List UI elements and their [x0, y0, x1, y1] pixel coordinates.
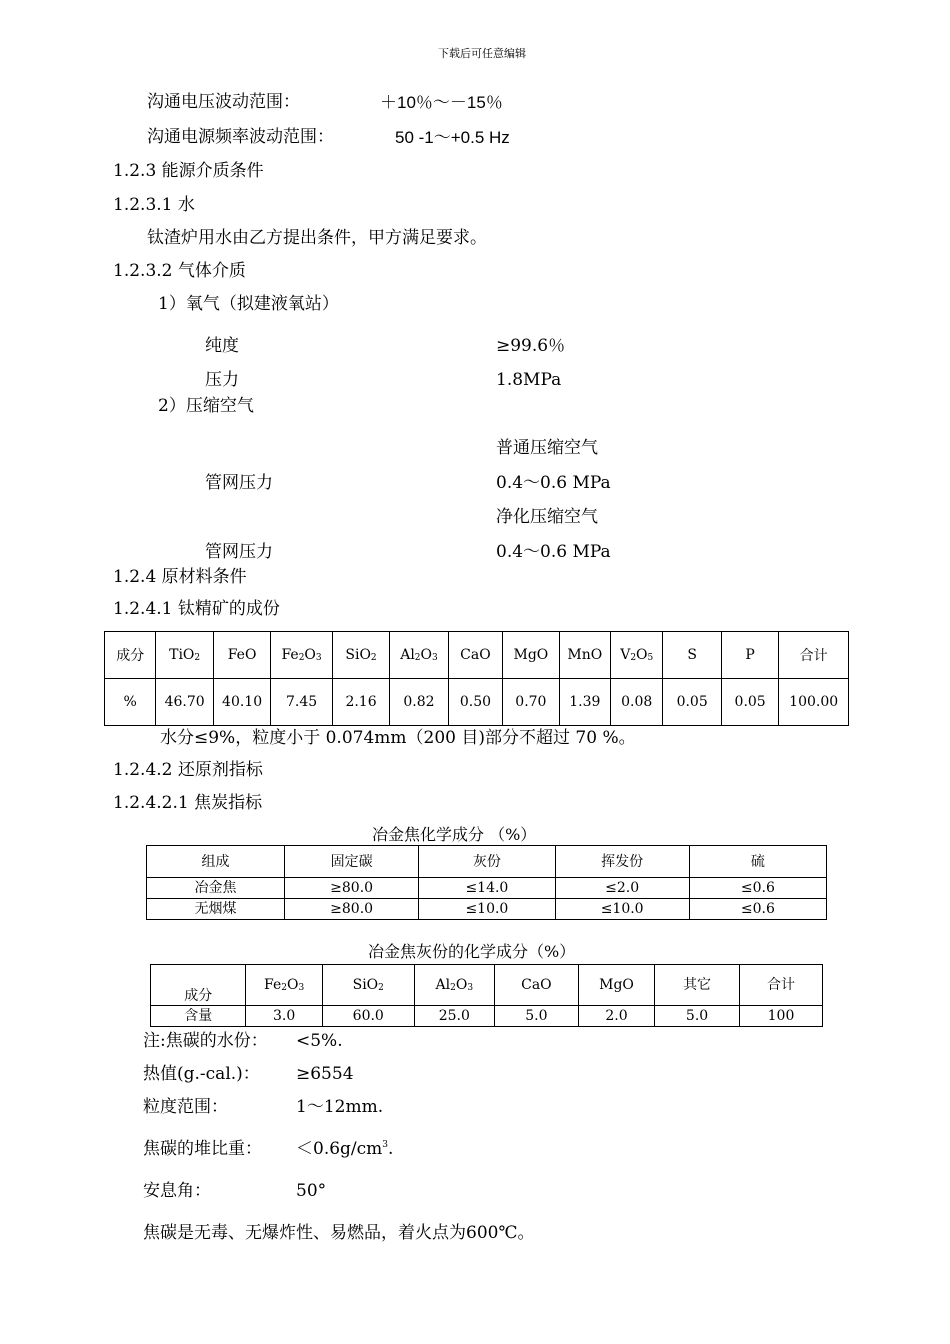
ash-header-cell: 成分	[151, 965, 246, 1006]
ore-value-cell: 0.50	[448, 679, 502, 726]
coke-header-cell: 挥发份	[555, 846, 689, 878]
ash-cell: 3.0	[246, 1006, 322, 1027]
ore-header-cell: 合计	[779, 632, 849, 679]
ash-header-cell: $Fe_2O_3$	[246, 965, 322, 1006]
ore-header-cell: $V_2O_5$	[611, 632, 663, 679]
ore-value-cell: 40.10	[213, 679, 270, 726]
coke-cell: ≤14.0	[419, 878, 555, 899]
note-moisture-label: 注:焦碳的水份：	[143, 1031, 268, 1051]
note-particle-value: 1～12mm.	[296, 1097, 384, 1117]
coke-table-caption: 冶金焦化学成分 （%）	[372, 825, 537, 844]
ore-header-cell: FeO	[213, 632, 270, 679]
section-1-2-4: 1.2.4 原材料条件	[113, 567, 247, 587]
coke-table-row	[147, 899, 827, 920]
note-repose-value: 50°	[296, 1181, 327, 1201]
ore-table-value-row	[105, 679, 849, 726]
ore-header-cell: CaO	[448, 632, 502, 679]
network-pressure-label-1: 管网压力	[205, 473, 273, 493]
pressure-label: 压力	[205, 370, 239, 390]
ash-cell: 60.0	[322, 1006, 414, 1027]
voltage-value: ＋10％～－15％	[380, 93, 503, 112]
coke-cell: ≥80.0	[285, 878, 419, 899]
frequency-label: 沟通电源频率波动范围：	[147, 127, 334, 147]
ash-header-cell: $Al_2O_3$	[414, 965, 494, 1006]
pressure-value: 1.8MPa	[496, 370, 562, 390]
ash-cell: 5.0	[655, 1006, 740, 1027]
ash-cell: 含量	[151, 1006, 246, 1027]
note-moisture-value: <5%.	[296, 1031, 343, 1051]
ash-cell: 5.0	[494, 1006, 578, 1027]
section-1-2-4-2-1: 1.2.4.2.1 焦炭指标	[113, 793, 263, 813]
ore-header-cell: 成分	[105, 632, 156, 679]
network-pressure-value-1: 0.4～0.6 MPa	[496, 473, 611, 493]
ash-table-caption: 冶金焦灰份的化学成分（%）	[368, 942, 576, 961]
ash-composition-table	[150, 964, 823, 1027]
ore-value-cell: 0.05	[663, 679, 721, 726]
ash-cell: 25.0	[414, 1006, 494, 1027]
purity-value: ≥99.6％	[496, 336, 566, 356]
ore-value-cell: 0.08	[611, 679, 663, 726]
note-density-value: $<0.6g/cm^3$.	[296, 1139, 394, 1159]
ore-header-cell: MnO	[559, 632, 610, 679]
section-1-2-3-1: 1.2.3.1 水	[113, 195, 195, 215]
ore-value-cell: 1.39	[559, 679, 610, 726]
ore-value-cell: 46.70	[156, 679, 213, 726]
coke-cell: ≤2.0	[555, 878, 689, 899]
coke-cell: ≤0.6	[689, 878, 826, 899]
ore-header-cell: P	[721, 632, 778, 679]
normal-air-label: 普通压缩空气	[496, 438, 598, 458]
ore-header-cell: TiO$_2$	[156, 632, 213, 679]
ore-header-cell: SiO$_2$	[332, 632, 389, 679]
ore-header-cell: $Al_2O_3$	[390, 632, 448, 679]
ore-header-cell: $Fe_2O_3$	[271, 632, 332, 679]
ash-cell: 2.0	[578, 1006, 654, 1027]
ore-value-cell: 0.70	[503, 679, 559, 726]
moisture-text: 水分≤9%，粒度小于 0.074mm（200 目)部分不超过 70 %。	[160, 728, 636, 748]
section-1-2-3-2: 1.2.3.2 气体介质	[113, 261, 246, 281]
coke-composition-table	[146, 845, 827, 920]
coke-table-row	[147, 878, 827, 899]
coke-header-cell: 组成	[147, 846, 285, 878]
ash-header-cell: 其它	[655, 965, 740, 1006]
ash-table-row	[151, 1006, 823, 1027]
ore-header-cell: S	[663, 632, 721, 679]
ore-composition-table	[104, 631, 849, 726]
ore-value-cell: 0.05	[721, 679, 778, 726]
ore-table-header-row	[105, 632, 849, 679]
coke-cell: ≥80.0	[285, 899, 419, 920]
note-safety-text: 焦碳是无毒、无爆炸性、易燃品，着火点为600℃。	[143, 1223, 535, 1243]
water-text: 钛渣炉用水由乙方提出条件，甲方满足要求。	[147, 228, 487, 248]
coke-header-cell: 固定碳	[285, 846, 419, 878]
frequency-value: 50 -1～+0.5 Hz	[395, 128, 510, 147]
coke-header-cell: 灰份	[419, 846, 555, 878]
coke-cell: 无烟煤	[147, 899, 285, 920]
ore-value-cell: 7.45	[271, 679, 332, 726]
purity-label: 纯度	[205, 336, 239, 356]
note-density-label: 焦碳的堆比重：	[143, 1139, 262, 1159]
network-pressure-label-2: 管网压力	[205, 542, 273, 562]
clean-air-label: 净化压缩空气	[496, 507, 598, 527]
note-calorific-value: ≥6554	[296, 1064, 354, 1084]
ore-value-cell: 0.82	[390, 679, 448, 726]
ore-value-cell: 100.00	[779, 679, 849, 726]
ash-table-header-row	[151, 965, 823, 1006]
section-1-2-4-2: 1.2.4.2 还原剂指标	[113, 760, 263, 780]
note-repose-label: 安息角：	[143, 1181, 211, 1201]
section-1-2-4-1: 1.2.4.1 钛精矿的成份	[113, 599, 280, 619]
note-particle-label: 粒度范围：	[143, 1097, 228, 1117]
ash-header-cell: MgO	[578, 965, 654, 1006]
ore-value-cell: %	[105, 679, 156, 726]
ore-value-cell: 2.16	[332, 679, 389, 726]
coke-cell: ≤10.0	[555, 899, 689, 920]
network-pressure-value-2: 0.4～0.6 MPa	[496, 542, 611, 562]
ash-header-cell: SiO$_2$	[322, 965, 414, 1006]
ash-cell: 100	[739, 1006, 822, 1027]
ash-header-cell: CaO	[494, 965, 578, 1006]
coke-cell: ≤10.0	[419, 899, 555, 920]
ore-header-cell: MgO	[503, 632, 559, 679]
compressed-air-heading: 2）压缩空气	[158, 396, 254, 416]
page-header: 下载后可任意编辑	[438, 47, 526, 60]
coke-cell: ≤0.6	[689, 899, 826, 920]
voltage-label: 沟通电压波动范围：	[147, 92, 300, 112]
coke-header-cell: 硫	[689, 846, 826, 878]
ash-header-cell: 合计	[739, 965, 822, 1006]
coke-cell: 冶金焦	[147, 878, 285, 899]
note-calorific-label: 热值(g.-cal.)：	[143, 1064, 260, 1084]
coke-table-header-row	[147, 846, 827, 878]
oxygen-heading: 1）氧气（拟建液氧站）	[158, 294, 339, 314]
section-1-2-3: 1.2.3 能源介质条件	[113, 161, 264, 181]
